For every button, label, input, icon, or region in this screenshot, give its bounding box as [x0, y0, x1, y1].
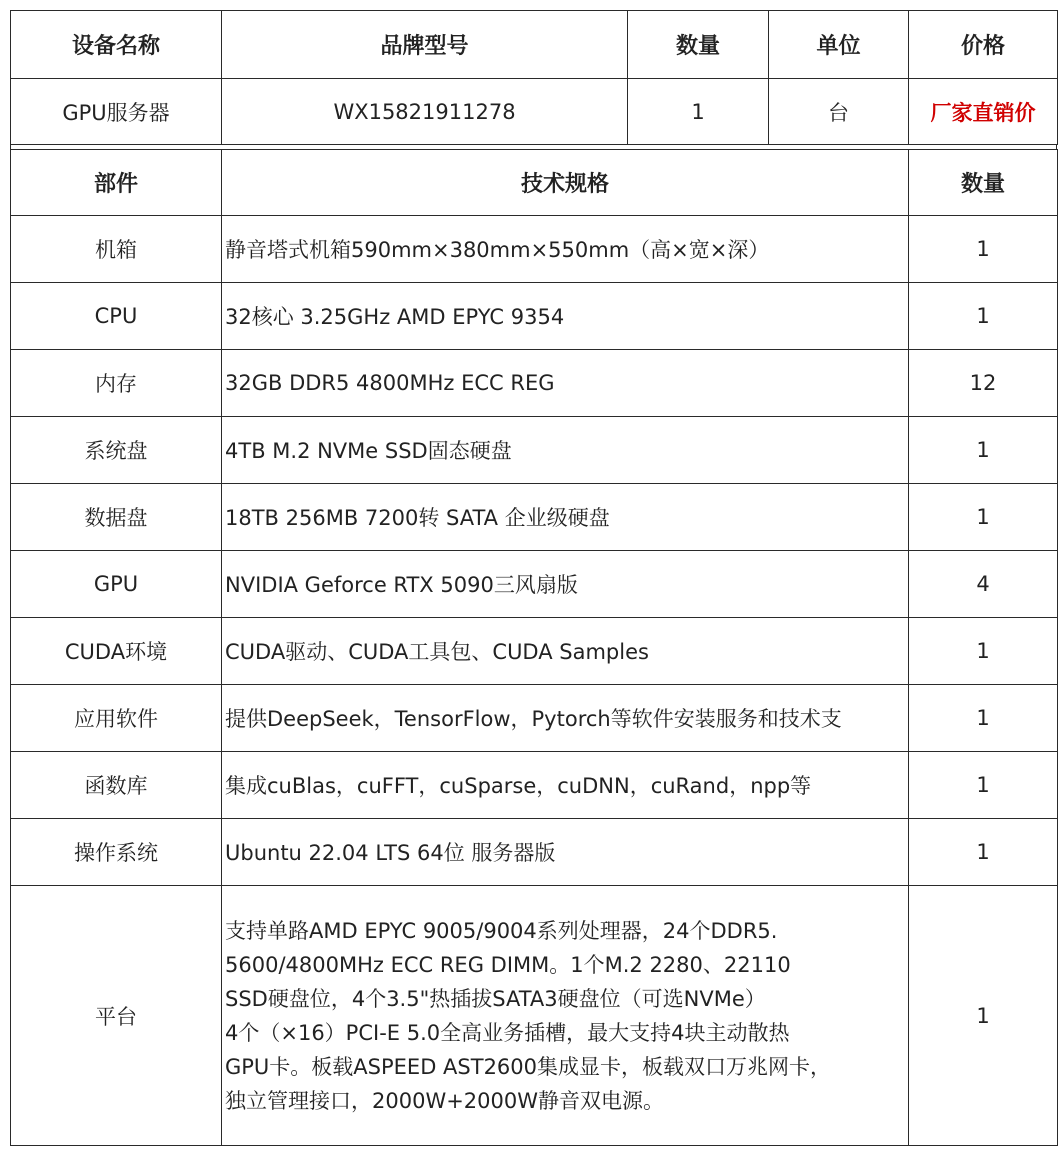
platform-spec-line: SSD硬盘位，4个3.5"热插拔SATA3硬盘位（可选NVMe）	[225, 986, 766, 1011]
part-quantity: 1	[909, 685, 1058, 752]
platform-spec	[222, 886, 909, 1146]
part-name: 数据盘	[11, 484, 222, 551]
part-spec: Ubuntu 22.04 LTS 64位 服务器版	[222, 819, 909, 886]
header-quantity: 数量	[628, 11, 769, 79]
device-quantity: 1	[628, 79, 769, 145]
part-quantity: 1	[909, 417, 1058, 484]
platform-quantity: 1	[909, 886, 1058, 1146]
part-quantity: 1	[909, 216, 1058, 283]
part-name: 应用软件	[11, 685, 222, 752]
part-spec: NVIDIA Geforce RTX 5090三风扇版	[222, 551, 909, 618]
part-spec: 32核心 3.25GHz AMD EPYC 9354	[222, 283, 909, 350]
part-spec: 32GB DDR5 4800MHz ECC REG	[222, 350, 909, 417]
part-spec: 集成cuBlas，cuFFT，cuSparse，cuDNN，cuRand，npp等	[222, 752, 909, 819]
part-name: 内存	[11, 350, 222, 417]
table-row	[11, 819, 1058, 886]
part-quantity: 1	[909, 618, 1058, 685]
header-tech-spec: 技术规格	[222, 150, 909, 216]
device-name: GPU服务器	[11, 79, 222, 145]
spec-header-row	[11, 150, 1058, 216]
platform-spec-line: 支持单路AMD EPYC 9005/9004系列处理器，24个DDR5.	[225, 918, 778, 943]
table-row	[11, 283, 1058, 350]
device-price: 厂家直销价	[909, 79, 1058, 145]
header-spec-quantity: 数量	[909, 150, 1058, 216]
part-name: GPU	[11, 551, 222, 618]
table-row	[11, 417, 1058, 484]
table-row	[11, 216, 1058, 283]
part-name: 操作系统	[11, 819, 222, 886]
device-summary-table	[10, 10, 1058, 145]
part-name: 系统盘	[11, 417, 222, 484]
header-price: 价格	[909, 11, 1058, 79]
header-brand-model: 品牌型号	[222, 11, 628, 79]
part-quantity: 4	[909, 551, 1058, 618]
part-name: CUDA环境	[11, 618, 222, 685]
platform-part: 平台	[11, 886, 222, 1146]
part-quantity: 1	[909, 484, 1058, 551]
part-name: 函数库	[11, 752, 222, 819]
platform-spec-line: 5600/4800MHz ECC REG DIMM。1个M.2 2280、22110	[225, 952, 791, 977]
device-unit: 台	[769, 79, 909, 145]
part-spec: 提供DeepSeek，TensorFlow，Pytorch等软件安装服务和技术支	[222, 685, 909, 752]
platform-spec-line: GPU卡。板载ASPEED AST2600集成显卡，板载双口万兆网卡，	[225, 1054, 832, 1079]
platform-row	[11, 886, 1058, 1146]
header-part: 部件	[11, 150, 222, 216]
table-row	[11, 551, 1058, 618]
part-quantity: 1	[909, 752, 1058, 819]
brand-model: WX15821911278	[222, 79, 628, 145]
summary-header-row	[11, 11, 1058, 79]
part-quantity: 12	[909, 350, 1058, 417]
table-row	[11, 685, 1058, 752]
component-spec-table	[10, 149, 1058, 1146]
part-spec: 18TB 256MB 7200转 SATA 企业级硬盘	[222, 484, 909, 551]
part-spec: 4TB M.2 NVMe SSD固态硬盘	[222, 417, 909, 484]
table-row	[11, 618, 1058, 685]
header-unit: 单位	[769, 11, 909, 79]
spec-sheet	[10, 10, 1057, 1148]
platform-spec-line: 独立管理接口，2000W+2000W静音双电源。	[225, 1088, 665, 1113]
part-spec: CUDA驱动、CUDA工具包、CUDA Samples	[222, 618, 909, 685]
part-spec: 静音塔式机箱590mm×380mm×550mm（高×宽×深）	[222, 216, 909, 283]
part-quantity: 1	[909, 283, 1058, 350]
part-name: CPU	[11, 283, 222, 350]
platform-spec-line: 4个（×16）PCI-E 5.0全高业务插槽，最大支持4块主动散热	[225, 1020, 790, 1045]
table-row	[11, 350, 1058, 417]
header-device-name: 设备名称	[11, 11, 222, 79]
part-name: 机箱	[11, 216, 222, 283]
table-row	[11, 484, 1058, 551]
table-row	[11, 752, 1058, 819]
part-quantity: 1	[909, 819, 1058, 886]
summary-row	[11, 79, 1058, 145]
